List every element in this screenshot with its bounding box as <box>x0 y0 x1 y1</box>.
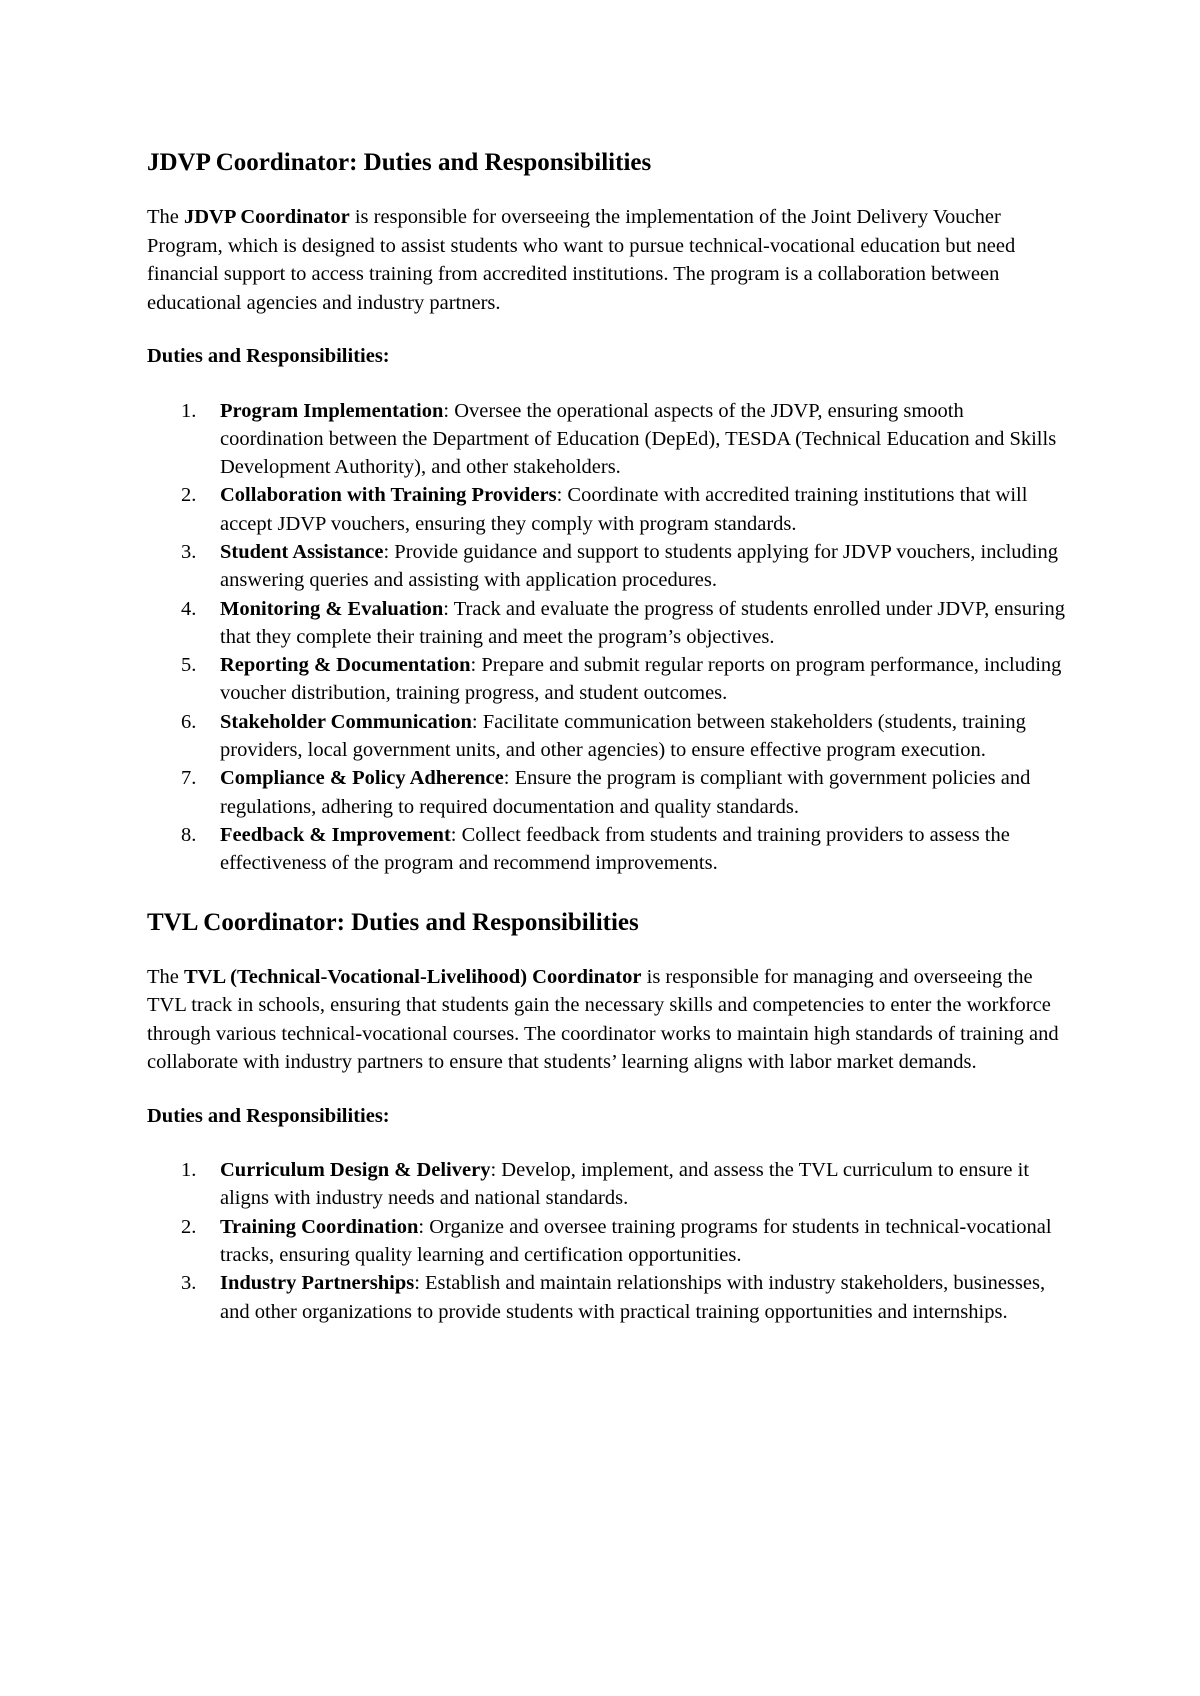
list-item: 2. Collaboration with Training Providers: Coordinate with accredited training institutions that will accept JDVP vouchers, ensuring they comply with program standards. <box>181 484 1028 535</box>
tvl-heading: TVL Coordinator: Duties and Responsibilities <box>147 908 639 936</box>
tvl-duties-heading: Duties and Responsibilities: <box>147 1104 390 1127</box>
jdvp-intro: The JDVP Coordinator is responsible for overseeing the implementation of the Joint Delivery Voucher Program, which is designed to assist students who want to pursue technical-vocational education but need financial support to access training from accredited institutions. The program is a collaboration between educational agencies and industry partners. <box>147 206 1016 314</box>
document-page <box>147 0 1072 1326</box>
tvl-intro-bold: TVL (Technical-Vocational-Livelihood) Coordinator <box>184 965 642 988</box>
tvl-intro: The TVL (Technical-Vocational-Livelihood) Coordinator is responsible for managing and overseeing the TVL track in schools, ensuring that students gain the necessary skills and competencies to enter the workforce through various technical-vocational courses. The coordinator works to maintain high standards of training and collaborate with industry partners to ensure that students’ learning aligns with labor market demands. <box>147 965 1059 1074</box>
jdvp-intro-bold: JDVP Coordinator <box>184 206 350 228</box>
list-item: 1. Curriculum Design & Delivery: Develop, implement, and assess the TVL curriculum to ensure it aligns with industry needs and national standards. <box>181 1159 1030 1210</box>
list-item: 3. Student Assistance: Provide guidance and support to students applying for JDVP vouchers, including answering queries and assisting with application procedures. <box>181 540 1058 592</box>
jdvp-heading: JDVP Coordinator: Duties and Responsibilities <box>147 149 652 176</box>
list-item: 5. Reporting & Documentation: Prepare and submit regular reports on program performance, including voucher distribution, training progress, and student outcomes. <box>181 654 1062 705</box>
tvl-duties-list <box>147 1156 1072 1326</box>
jdvp-duties-list <box>147 397 1072 878</box>
list-item: 2. Training Coordination: Organize and oversee training programs for students in technical-vocational tracks, ensuring quality learning and certification opportunities. <box>181 1215 1052 1266</box>
list-item: 6. Stakeholder Communication: Facilitate communication between stakeholders (students, training providers, local government units, and other agencies) to ensure effective program execution. <box>181 710 1026 762</box>
list-item: 1. Program Implementation: Oversee the operational aspects of the JDVP, ensuring smooth coordination between the Department of Education (DepEd), TESDA (Technical Education and Skills Development Authority), and other stakeholders. <box>181 399 1057 479</box>
list-item: 3. Industry Partnerships: Establish and maintain relationships with industry stakeholders, businesses, and other organizations to provide students with practical training opportunities and internships. <box>181 1272 1046 1323</box>
list-item: 4. Monitoring & Evaluation: Track and evaluate the progress of students enrolled under JDVP, ensuring that they complete their training and meet the program’s objectives. <box>181 597 1065 648</box>
list-item: 8. Feedback & Improvement: Collect feedback from students and training providers to assess the effectiveness of the program and recommend improvements. <box>181 823 1010 875</box>
list-item: 7. Compliance & Policy Adherence: Ensure the program is compliant with government policies and regulations, adhering to required documentation and quality standards. <box>181 767 1031 818</box>
jdvp-duties-heading: Duties and Responsibilities: <box>147 345 390 367</box>
